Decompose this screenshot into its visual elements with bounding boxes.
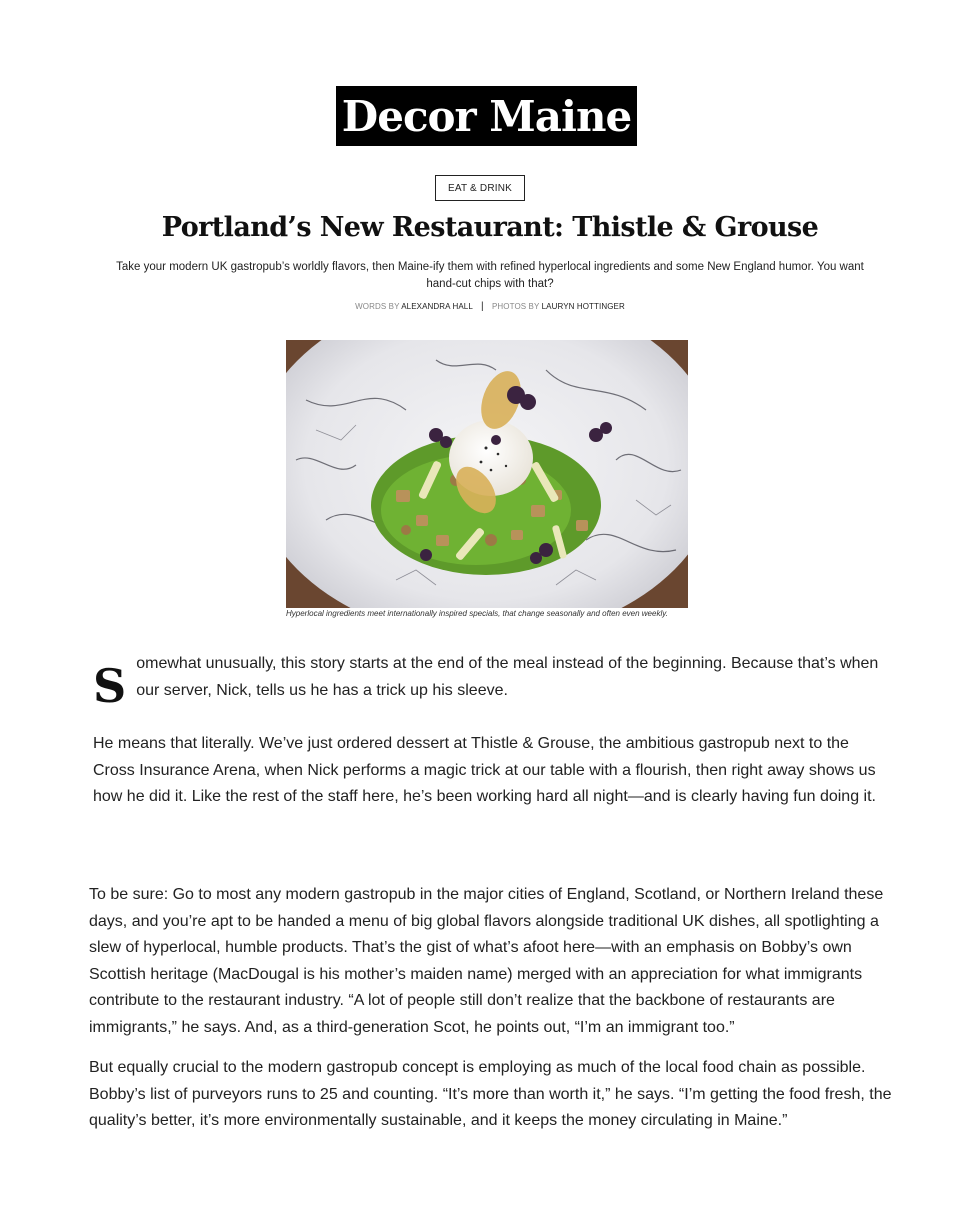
byline-photos-label: PHOTOS BY — [491, 302, 540, 311]
paragraph-1 — [93, 651, 893, 713]
hero-image — [286, 340, 688, 608]
article-headline: Portland’s New Restaurant: Thistle & Grouse — [161, 212, 819, 243]
byline-photographer[interactable]: LAURYN HOTTINGER — [541, 302, 625, 311]
category-tag[interactable]: EAT & DRINK — [435, 175, 525, 201]
masthead-logo[interactable]: Decor Maine — [336, 86, 637, 146]
image-caption: Hyperlocal ingredients meet internationally inspired specials, that change seasonally and often even weekly. — [286, 609, 668, 618]
article-dek: Take your modern UK gastropub’s worldly flavors, then Maine-ify them with refined hyperlocal ingredients and some New England humor. You want hand-cut chips with that? — [116, 261, 864, 290]
byline-author[interactable]: ALEXANDRA HALL — [401, 302, 473, 311]
paragraph-1-text: omewhat unusually, this story starts at the end of the meal instead of the beginning. Because that’s when our server, Nick, tells us he has a trick up his sleeve. — [136, 655, 879, 699]
paragraph-2: He means that literally. We’ve just ordered dessert at Thistle & Grouse, the ambitious gastropub next to the Cross Insurance Arena, when Nick performs a magic trick at our table with a flourish, then right away shows us how he did it. Like the rest of the staff here, he’s been working hard all night—and is clearly having fun doing it. — [93, 735, 876, 805]
byline-separator: | — [480, 301, 484, 312]
hero-image-illustration — [286, 340, 688, 608]
paragraph-3: To be sure: Go to most any modern gastropub in the major cities of England, Scotland, or Northern Ireland these days, and you’re apt to be handed a menu of big global flavors alongside traditional UK dishes, all spotlighting a slew of hyperlocal, humble products. That’s the gist of what’s afoot here—with an emphasis on Bobby’s own Scottish heritage (MacDougal is his mother’s maiden name) merged with an appreciation for what immigrants contribute to the restaurant industry. “A lot of people still don’t realize that the backbone of restaurants are immigrants,” he says. And, as a third-generation Scot, he points out, “I’m an immigrant too.” — [89, 886, 884, 1036]
dropcap: S — [93, 659, 127, 713]
byline — [0, 301, 980, 312]
paragraph-4: But equally crucial to the modern gastropub concept is employing as much of the local food chain as possible. Bobby’s list of purveyors runs to 25 and counting. “It’s more than worth it,” he says. “I’m getting the food fresh, the quality’s better, it’s more environmentally sustainable, and it keeps the money circulating in Maine.” — [89, 1059, 892, 1129]
byline-words-label: WORDS BY — [355, 302, 400, 311]
